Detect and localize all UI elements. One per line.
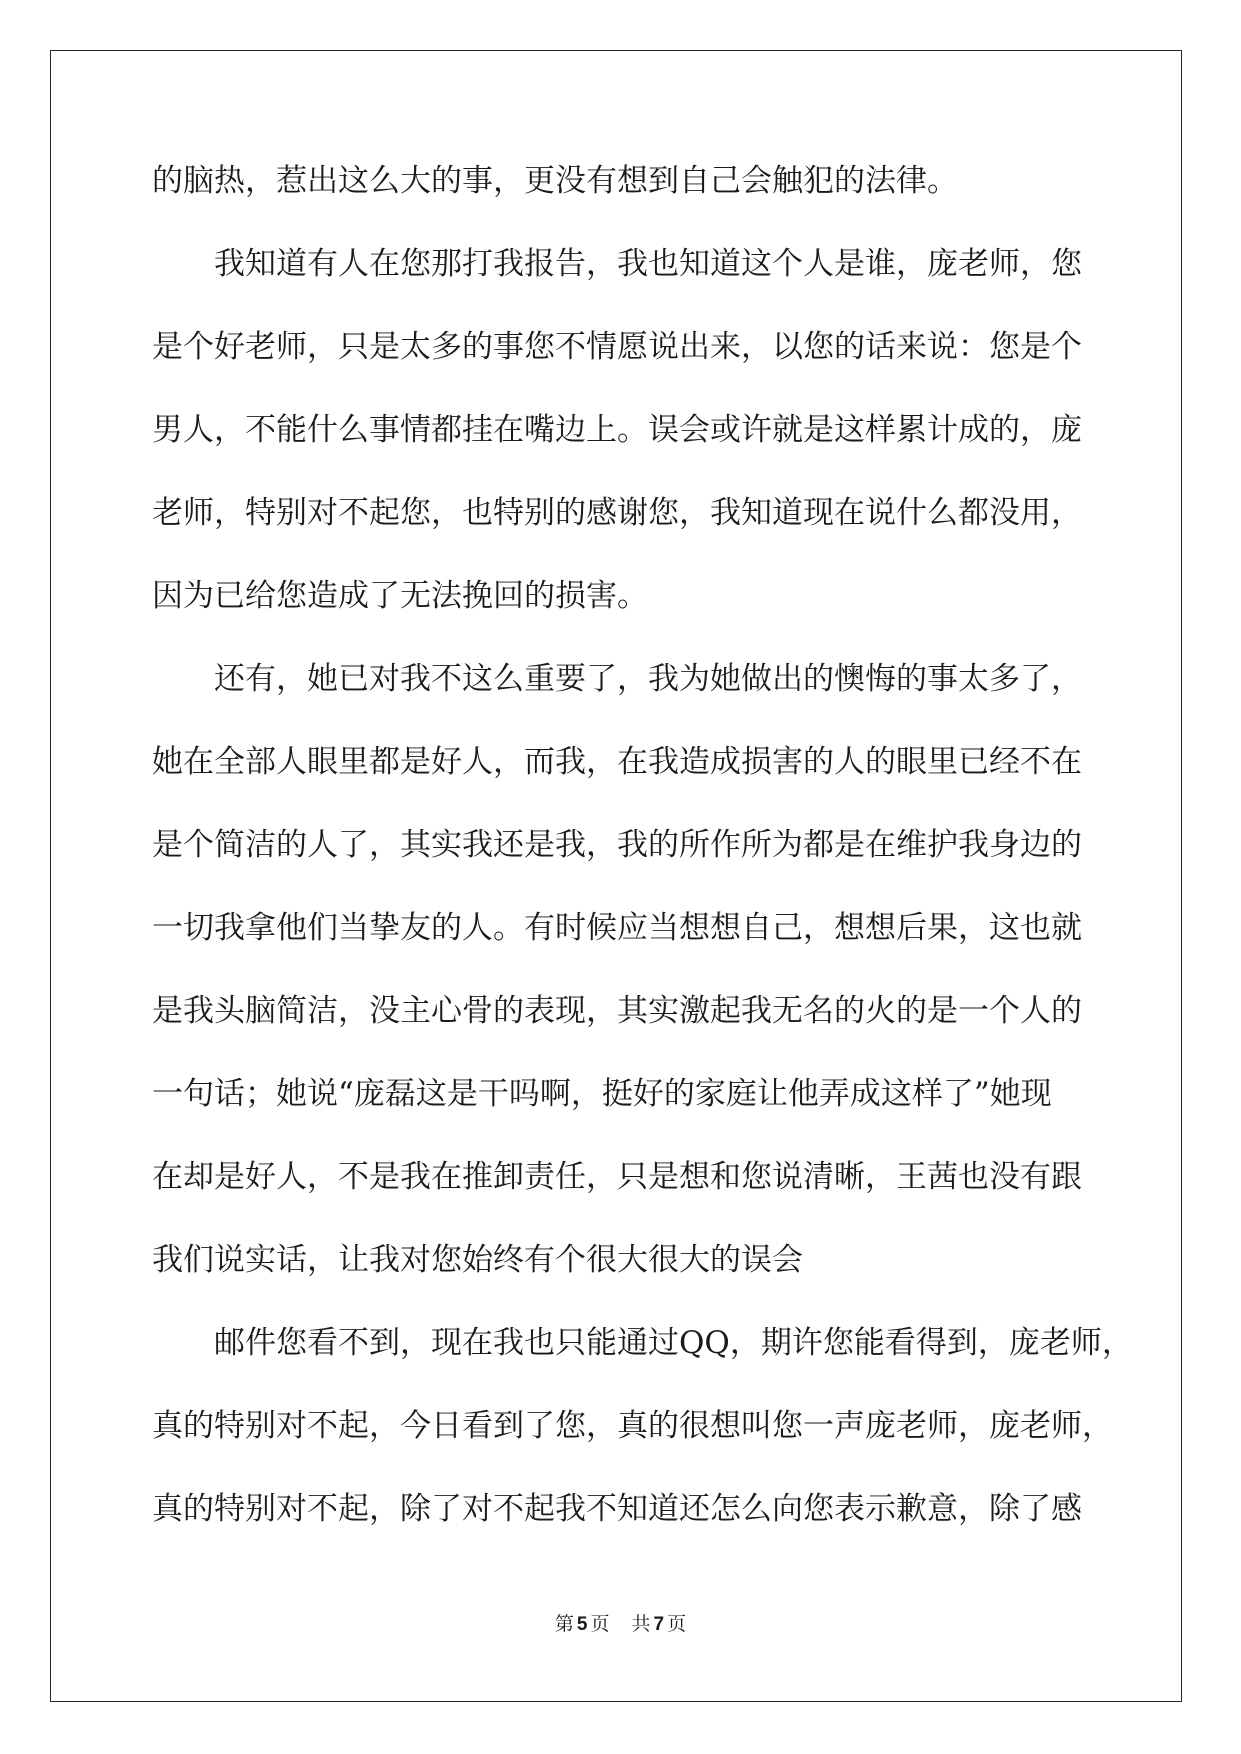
total-unit: 页 [667, 1613, 687, 1635]
page-current: 5 [576, 1614, 588, 1635]
text-line: 真的特别对不起，今日看到了您，真的很想叫您一声庞老师，庞老师， [152, 1408, 1113, 1444]
text-line: 在却是好人，不是我在推卸责任，只是想和您说清晰，王茜也没有跟 [152, 1159, 1082, 1195]
text-line: 老师，特别对不起您，也特别的感谢您，我知道现在说什么都没用， [152, 495, 1082, 531]
page-total: 7 [653, 1614, 665, 1635]
page-prefix: 第 [554, 1613, 574, 1635]
page-footer [0, 1611, 1241, 1638]
total-prefix: 共 [631, 1613, 651, 1635]
text-line: 的脑热，惹出这么大的事，更没有想到自己会触犯的法律。 [152, 163, 958, 199]
text-line: 是个简洁的人了，其实我还是我，我的所作所为都是在维护我身边的 [152, 827, 1082, 863]
text-line: 一句话；她说“庞磊这是干吗啊，挺好的家庭让他弄成这样了”她现 [152, 1076, 1052, 1112]
text-line: 一切我拿他们当挚友的人。有时候应当想想自己，想想后果，这也就 [152, 910, 1082, 946]
text-line: 真的特别对不起，除了对不起我不知道还怎么向您表示歉意，除了感 [152, 1491, 1082, 1527]
text-line: 我知道有人在您那打我报告，我也知道这个人是谁，庞老师，您 [214, 246, 1082, 282]
text-line: 我们说实话，让我对您始终有个很大很大的误会 [152, 1242, 803, 1278]
document-body [152, 157, 1133, 1568]
text-line: 是我头脑简洁，没主心骨的表现，其实激起我无名的火的是一个人的 [152, 993, 1082, 1029]
text-line: 因为已给您造成了无法挽回的损害。 [152, 578, 648, 614]
text-line: 是个好老师，只是太多的事您不情愿说出来，以您的话来说：您是个 [152, 329, 1082, 365]
text-line: 邮件您看不到，现在我也只能通过QQ，期许您能看得到，庞老师， [214, 1325, 1133, 1361]
text-line: 还有，她已对我不这么重要了，我为她做出的懊悔的事太多了， [214, 661, 1082, 697]
text-line: 男人，不能什么事情都挂在嘴边上。误会或许就是这样累计成的，庞 [152, 412, 1082, 448]
page-unit: 页 [590, 1613, 610, 1635]
text-line: 她在全部人眼里都是好人，而我，在我造成损害的人的眼里已经不在 [152, 744, 1082, 780]
